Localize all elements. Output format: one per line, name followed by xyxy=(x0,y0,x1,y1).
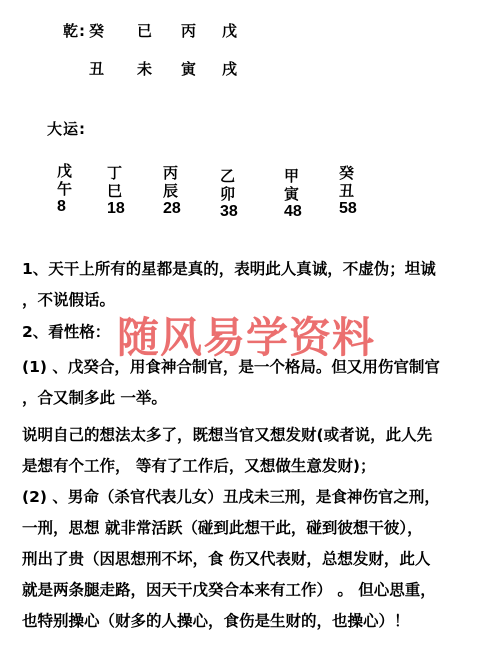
text-line: 1、天干上所有的星都是真的，表明此人真诚，不虚伪；坦诚 xyxy=(22,260,436,278)
paragraph-5 xyxy=(22,482,474,637)
dayun-stem: 丁 xyxy=(107,164,123,182)
dayun-stem: 乙 xyxy=(220,167,236,185)
branch-month: 未 xyxy=(137,60,154,78)
dayun-pillar xyxy=(339,164,375,218)
stem-month: 已 xyxy=(137,22,154,40)
dayun-branch: 寅 xyxy=(284,185,300,203)
dayun-stem: 癸 xyxy=(339,164,355,182)
text-line: 2、看性格： xyxy=(22,323,111,341)
dayun-branch: 卯 xyxy=(220,185,236,203)
dayun-stem: 甲 xyxy=(284,167,300,185)
dayun-age: 28 xyxy=(163,200,181,217)
dayun-branch: 丑 xyxy=(339,182,355,200)
dayun-age: 48 xyxy=(284,203,302,220)
qian-label: 乾: xyxy=(63,22,86,40)
dayun-pillar xyxy=(57,162,93,216)
text-line: 是想有个工作， 等有了工作后，又想做生意发财)； xyxy=(22,457,376,475)
branch-hour: 戌 xyxy=(222,60,239,78)
stem-year: 癸 xyxy=(89,22,106,40)
text-line: (2) 、男命（杀官代表儿女）丑戌未三刑，是食神伤官之刑， xyxy=(22,488,440,506)
branch-year: 丑 xyxy=(89,60,106,78)
dayun-branch: 午 xyxy=(57,180,73,198)
dayun-age: 18 xyxy=(107,200,125,217)
text-line: (1) 、戊癸合，用食神合制官，是一个格局。但又用伤官制官 xyxy=(22,358,440,376)
stem-day: 丙 xyxy=(181,22,198,40)
dayun-label: 大运: xyxy=(47,120,86,138)
text-line: ，不说假话。 xyxy=(22,291,116,309)
dayun-pillar xyxy=(220,167,256,221)
dayun-stem: 丙 xyxy=(163,164,179,182)
text-line: 说明自己的想法太多了，既想当官又想发财(或者说，此人先 xyxy=(22,426,433,444)
paragraph-4 xyxy=(22,420,474,482)
text-line: 一刑，思想 就非常活跃（碰到此想干此，碰到彼想干彼）， xyxy=(22,519,423,537)
dayun-stem: 戊 xyxy=(57,162,73,180)
text-line: 也特别操心（财多的人操心，食伤是生财的，也操心）！ xyxy=(22,612,410,630)
dayun-age: 38 xyxy=(220,203,238,220)
watermark-text: 随风易学资料 xyxy=(117,313,376,362)
dayun-branch: 巳 xyxy=(107,182,123,200)
text-line: 就是两条腿走路，因天干戊癸合本来有工作） 。 但心思重， xyxy=(22,581,436,599)
dayun-pillar xyxy=(163,164,199,218)
dayun-pillar xyxy=(107,164,143,218)
dayun-branch: 辰 xyxy=(163,182,179,200)
dayun-pillar xyxy=(284,167,320,221)
text-line: 刑出了贵（因思想刑不坏，食 伤又代表财，总想发财，此人 xyxy=(22,550,431,568)
branch-day: 寅 xyxy=(181,60,198,78)
dayun-age: 58 xyxy=(339,200,357,217)
dayun-age: 8 xyxy=(57,198,66,215)
text-line: ，合又制多此 一举。 xyxy=(22,389,167,407)
stem-hour: 戊 xyxy=(222,22,239,40)
